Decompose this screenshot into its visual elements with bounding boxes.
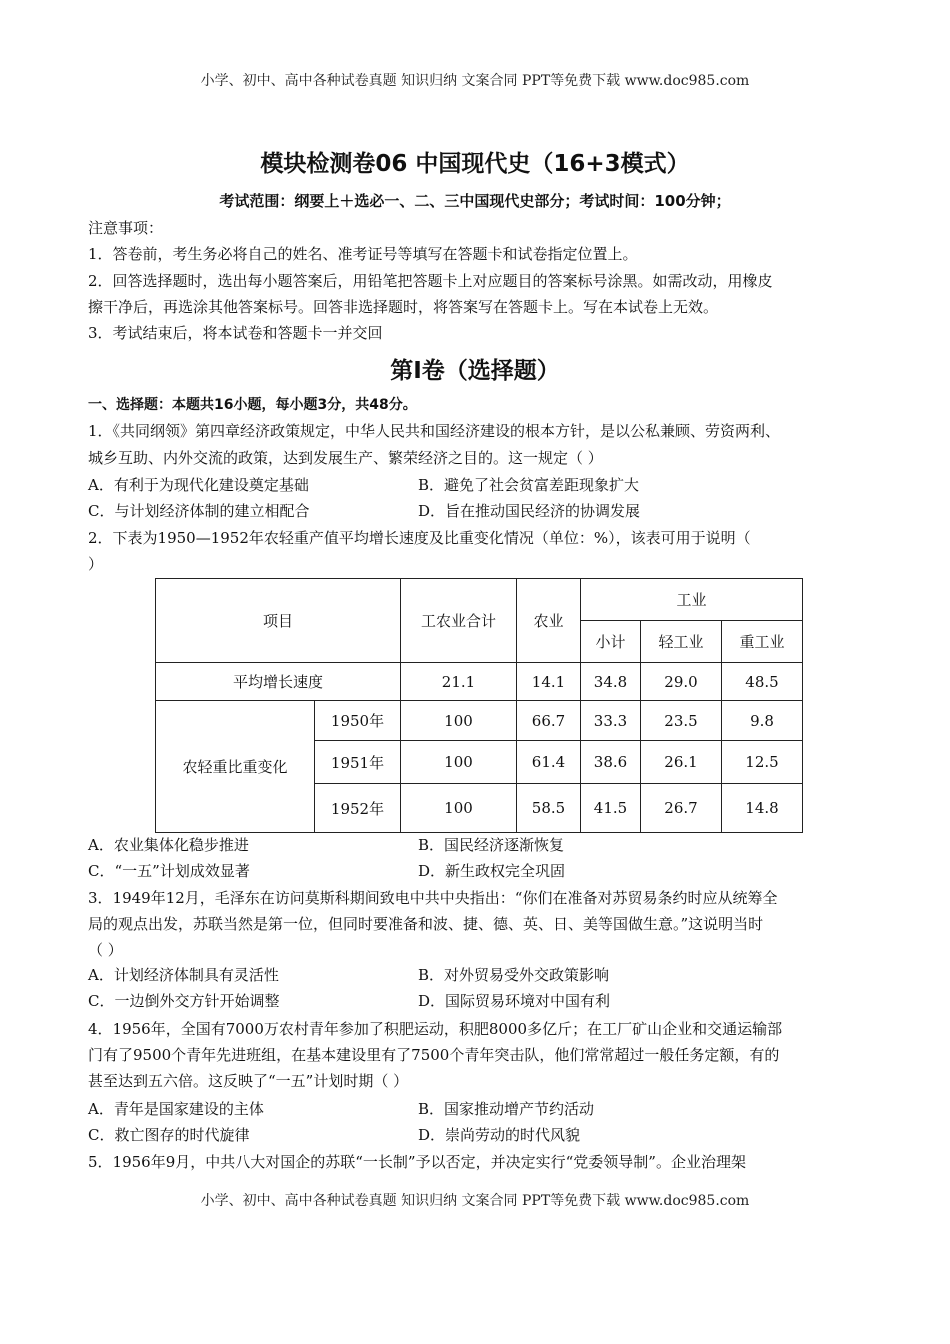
- question-text: 5．1956年9月，中共八大对国企的苏联“一长制”予以否定，并决定实行“党委领导制”。企业治理架: [88, 1153, 746, 1171]
- question-text: 城乡互助、内外交流的政策，达到发展生产、繁荣经济之目的。这一规定（ ）: [88, 449, 603, 467]
- cell: 21.1: [401, 663, 517, 701]
- cell: 1950年: [315, 701, 401, 741]
- cell: 12.5: [722, 741, 803, 784]
- question-text: 甚至达到五六倍。这反映了“一五”计划时期（ ）: [88, 1072, 409, 1090]
- exam-scope: 考试范围：纲要上＋选必一、二、三中国现代史部分；考试时间：100分钟；: [219, 192, 731, 210]
- note-line: 1．答卷前，考生务必将自己的姓名、准考证号等填写在答题卡和试卷指定位置上。: [88, 245, 638, 263]
- option-c: C．救亡图存的时代旋律: [88, 1126, 250, 1144]
- header-cell: 项目: [156, 579, 401, 663]
- option-d: D．崇尚劳动的时代风貌: [418, 1126, 581, 1144]
- header-cell: 工农业合计: [401, 579, 517, 663]
- table-row: [156, 663, 803, 701]
- question-text: （ ）: [88, 941, 123, 959]
- page-footer: 小学、初中、高中各种试卷真题 知识归纳 文案合同 PPT等免费下载 www.doc985.com: [200, 1193, 750, 1209]
- option-d: D．新生政权完全巩固: [418, 862, 566, 880]
- header-cell: 重工业: [722, 621, 803, 663]
- option-a: A．有利于为现代化建设奠定基础: [88, 476, 309, 494]
- cell: 34.8: [581, 663, 641, 701]
- option-c: C．“一五”计划成效显著: [88, 862, 250, 880]
- cell: 100: [401, 741, 517, 784]
- cell: 33.3: [581, 701, 641, 741]
- cell: 58.5: [517, 784, 581, 833]
- row-label: 平均增长速度: [156, 663, 401, 701]
- cell: 48.5: [722, 663, 803, 701]
- table-row: [156, 701, 803, 741]
- option-a: A．青年是国家建设的主体: [88, 1100, 264, 1118]
- note-line: 2．回答选择题时，选出每小题答案后，用铅笔把答题卡上对应题目的答案标号涂黑。如需改动，用橡皮: [88, 272, 773, 290]
- page-header: 小学、初中、高中各种试卷真题 知识归纳 文案合同 PPT等免费下载 www.doc985.com: [200, 73, 750, 89]
- header-cell: 小计: [581, 621, 641, 663]
- question-text: 局的观点出发，苏联当然是第一位，但同时要准备和波、捷、德、英、日、美等国做生意。”这说明当时: [88, 915, 764, 933]
- option-b: B．国家推动增产节约活动: [418, 1100, 595, 1118]
- question-text: 门有了9500个青年先进班组，在基本建设里有了7500个青年突击队，他们常常超过一般任务定额，有的: [88, 1046, 780, 1064]
- cell: 38.6: [581, 741, 641, 784]
- cell: 61.4: [517, 741, 581, 784]
- cell: 26.7: [641, 784, 722, 833]
- question-text: 1．《共同纲领》第四章经济政策规定，中华人民共和国经济建设的根本方针，是以公私兼顾、劳资两利、: [88, 422, 781, 440]
- note-line: 擦干净后，再选涂其他答案标号。回答非选择题时，将答案写在答题卡上。写在本试卷上无效。: [88, 298, 719, 316]
- row-label: 农轻重比重变化: [156, 701, 315, 833]
- cell: 1952年: [315, 784, 401, 833]
- question-text: 3．1949年12月，毛泽东在访问莫斯科期间致电中共中央指出：“你们在准备对苏贸易条约时应从统筹全: [88, 889, 778, 907]
- header-cell: 农业: [517, 579, 581, 663]
- cell: 29.0: [641, 663, 722, 701]
- option-b: B．国民经济逐渐恢复: [418, 836, 565, 854]
- cell: 66.7: [517, 701, 581, 741]
- part-title: 第I卷（选择题）: [390, 358, 560, 384]
- cell: 41.5: [581, 784, 641, 833]
- question-text: 4．1956年，全国有7000万农村青年参加了积肥运动，积肥8000多亿斤；在工厂矿山企业和交通运输部: [88, 1020, 783, 1038]
- option-b: B．避免了社会贫富差距现象扩大: [418, 476, 640, 494]
- cell: 1951年: [315, 741, 401, 784]
- notes-heading: 注意事项：: [88, 219, 164, 237]
- cell: 100: [401, 784, 517, 833]
- note-line: 3．考试结束后，将本试卷和答题卡一并交回: [88, 324, 383, 342]
- cell: 100: [401, 701, 517, 741]
- page-title: 模块检测卷06 中国现代史（16+3模式）: [260, 151, 690, 177]
- option-d: D．国际贸易环境对中国有利: [418, 992, 611, 1010]
- cell: 23.5: [641, 701, 722, 741]
- option-d: D．旨在推动国民经济的协调发展: [418, 502, 641, 520]
- option-c: C．与计划经济体制的建立相配合: [88, 502, 310, 520]
- option-a: A．计划经济体制具有灵活性: [88, 966, 279, 984]
- section-heading: 一、选择题：本题共16小题，每小题3分，共48分。: [88, 397, 417, 413]
- cell: 14.1: [517, 663, 581, 701]
- cell: 26.1: [641, 741, 722, 784]
- question-text: 2．下表为1950—1952年农轻重产值平均增长速度及比重变化情况（单位：%），该表可用于说明（: [88, 529, 751, 547]
- option-c: C．一边倒外交方针开始调整: [88, 992, 280, 1010]
- header-cell: 轻工业: [641, 621, 722, 663]
- cell: 14.8: [722, 784, 803, 833]
- header-cell: 工业: [581, 579, 803, 621]
- option-a: A．农业集体化稳步推进: [88, 836, 249, 854]
- data-table: [155, 578, 803, 833]
- option-b: B．对外贸易受外交政策影响: [418, 966, 610, 984]
- cell: 9.8: [722, 701, 803, 741]
- question-text: ）: [88, 555, 104, 573]
